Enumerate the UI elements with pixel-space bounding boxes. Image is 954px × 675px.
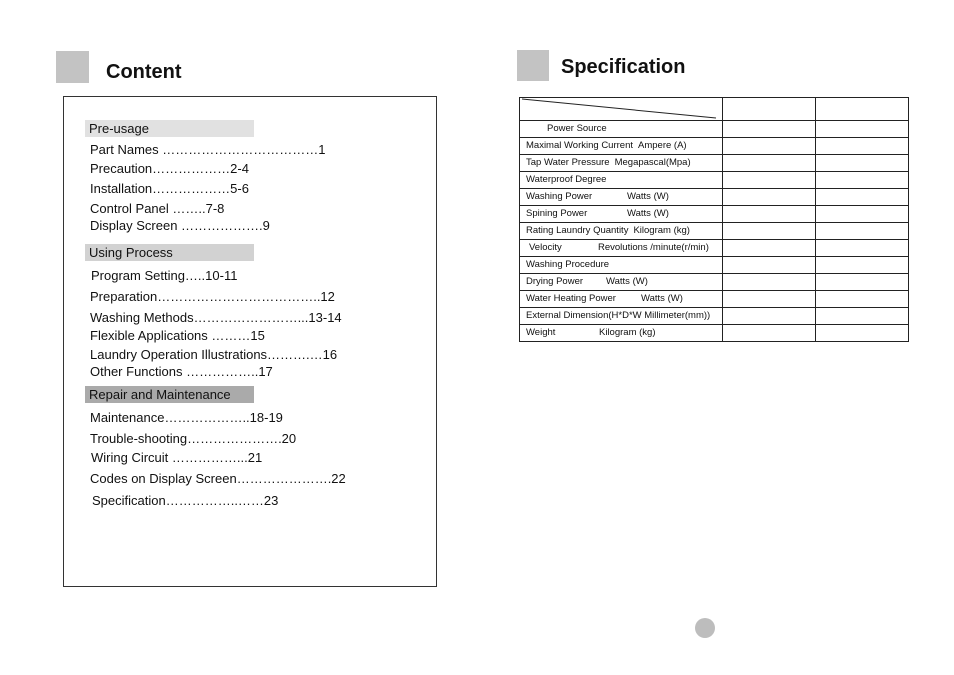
spec-row-name: External Dimension(H*D*W Millimeter(mm)) — [526, 310, 711, 321]
toc-section-using-process: Using Process — [85, 244, 254, 261]
toc-item-washing-methods[interactable]: Washing Methods……………………...13-14 — [90, 310, 342, 325]
spec-row-label — [520, 138, 723, 155]
toc-item-codes-on-display-screen[interactable]: Codes on Display Screen………………….22 — [90, 471, 346, 486]
spec-value-cell — [723, 308, 816, 325]
spec-row-name: Tap Water Pressure — [526, 157, 610, 168]
spec-row-label — [520, 189, 723, 206]
spec-row-name: Power Source — [547, 123, 607, 134]
specification-heading-square — [517, 50, 549, 81]
spec-row-name: Rating Laundry Quantity — [526, 225, 629, 236]
page-marker-circle — [695, 618, 715, 638]
toc-item-other-functions[interactable]: Other Functions ……………..17 — [90, 364, 273, 379]
spec-row-unit: Ampere (A) — [638, 140, 687, 151]
spec-value-cell — [723, 155, 816, 172]
content-heading-square — [56, 51, 89, 83]
spec-value-cell — [723, 189, 816, 206]
spec-value-cell — [723, 223, 816, 240]
spec-row-unit: Watts (W) — [641, 293, 683, 304]
spec-row-tap-water-pressure — [520, 155, 909, 172]
spec-header-row — [520, 98, 909, 121]
spec-value-cell — [723, 257, 816, 274]
specification-table — [519, 97, 909, 342]
toc-item-trouble-shooting[interactable]: Trouble-shooting………………….20 — [90, 431, 297, 446]
spec-row-label — [520, 274, 723, 291]
spec-value-cell — [723, 274, 816, 291]
spec-row-name: Drying Power — [526, 276, 584, 287]
spec-row-name: Water Heating Power — [526, 293, 616, 304]
toc-item-wiring-circuit[interactable]: Wiring Circuit ……………...21 — [91, 450, 263, 465]
spec-row-unit: Kilogram (kg) — [599, 327, 656, 338]
spec-value-cell — [723, 121, 816, 138]
spec-value-cell — [723, 206, 816, 223]
spec-value-cell — [816, 291, 909, 308]
specification-title: Specification — [561, 56, 686, 78]
spec-value-cell — [723, 291, 816, 308]
spec-value-cell — [816, 138, 909, 155]
spec-row-label — [520, 155, 723, 172]
spec-row-label — [520, 257, 723, 274]
spec-value-cell — [723, 172, 816, 189]
toc-item-part-names[interactable]: Part Names ………………………………1 — [90, 142, 326, 157]
toc-item-maintenance[interactable]: Maintenance………………..18-19 — [90, 410, 283, 425]
spec-row-unit: Watts (W) — [627, 191, 669, 202]
spec-value-cell — [816, 240, 909, 257]
toc-section-pre-usage: Pre-usage — [85, 120, 254, 137]
toc-item-precaution[interactable]: Precaution………………2-4 — [90, 161, 249, 176]
spec-value-cell — [816, 155, 909, 172]
spec-row-unit: Kilogram (kg) — [633, 225, 690, 236]
spec-row-unit: Revolutions /minute(r/min) — [598, 242, 709, 253]
toc-item-laundry-operation-illustrations[interactable]: Laundry Operation Illustrations……….…16 — [90, 347, 338, 362]
spec-row-max-working-current — [520, 138, 909, 155]
spec-value-cell — [816, 172, 909, 189]
spec-row-washing-power — [520, 189, 909, 206]
spec-row-label — [520, 240, 723, 257]
spec-value-cell — [816, 206, 909, 223]
spec-row-name: Maximal Working Current — [526, 140, 633, 151]
spec-row-velocity — [520, 240, 909, 257]
spec-header-cell-2 — [816, 98, 909, 121]
spec-row-name: Velocity — [529, 242, 562, 253]
spec-row-waterproof-degree — [520, 172, 909, 189]
spec-row-name: Washing Procedure — [526, 259, 610, 270]
spec-row-drying-power — [520, 274, 909, 291]
spec-row-name: Waterproof Degree — [526, 174, 607, 185]
toc-section-repair-and-maintenance: Repair and Maintenance — [85, 386, 254, 403]
spec-row-weight — [520, 325, 909, 342]
spec-row-unit: Watts (W) — [606, 276, 648, 287]
content-title: Content — [106, 61, 182, 83]
spec-row-external-dimension — [520, 308, 909, 325]
spec-value-cell — [816, 257, 909, 274]
toc-item-display-screen[interactable]: Display Screen ……………….9 — [90, 218, 270, 233]
spec-header-diagonal-cell — [520, 98, 723, 121]
spec-row-unit: Megapascal(Mpa) — [614, 157, 691, 168]
spec-header-cell-1 — [723, 98, 816, 121]
spec-row-label — [520, 172, 723, 189]
spec-value-cell — [816, 223, 909, 240]
toc-item-flexible-applications[interactable]: Flexible Applications ………15 — [90, 328, 265, 343]
spec-row-power-source — [520, 121, 909, 138]
diagonal-line — [520, 98, 718, 120]
spec-row-label — [520, 291, 723, 308]
spec-row-label — [520, 308, 723, 325]
spec-value-cell — [723, 138, 816, 155]
spec-row-washing-procedure — [520, 257, 909, 274]
spec-row-label — [520, 121, 723, 138]
spec-value-cell — [816, 274, 909, 291]
spec-value-cell — [816, 121, 909, 138]
spec-value-cell — [816, 325, 909, 342]
toc-item-installation[interactable]: Installation………………5-6 — [90, 181, 249, 196]
spec-row-name: Weight — [526, 327, 556, 338]
toc-item-program-setting[interactable]: Program Setting…..10-11 — [91, 268, 238, 283]
spec-value-cell — [723, 325, 816, 342]
spec-row-name: Spining Power — [526, 208, 588, 219]
spec-row-rating-laundry-quantity — [520, 223, 909, 240]
spec-value-cell — [723, 240, 816, 257]
spec-row-label — [520, 223, 723, 240]
spec-row-unit: Watts (W) — [627, 208, 669, 219]
spec-row-name: Washing Power — [526, 191, 593, 202]
toc-item-control-panel[interactable]: Control Panel ……..7-8 — [90, 201, 225, 216]
spec-row-water-heating-power — [520, 291, 909, 308]
spec-row-spining-power — [520, 206, 909, 223]
spec-row-label — [520, 325, 723, 342]
toc-item-preparation[interactable]: Preparation………………………………..12 — [90, 289, 335, 304]
spec-value-cell — [816, 308, 909, 325]
spec-row-label — [520, 206, 723, 223]
spec-value-cell — [816, 189, 909, 206]
toc-item-specification[interactable]: Specification……………..……23 — [92, 493, 279, 508]
